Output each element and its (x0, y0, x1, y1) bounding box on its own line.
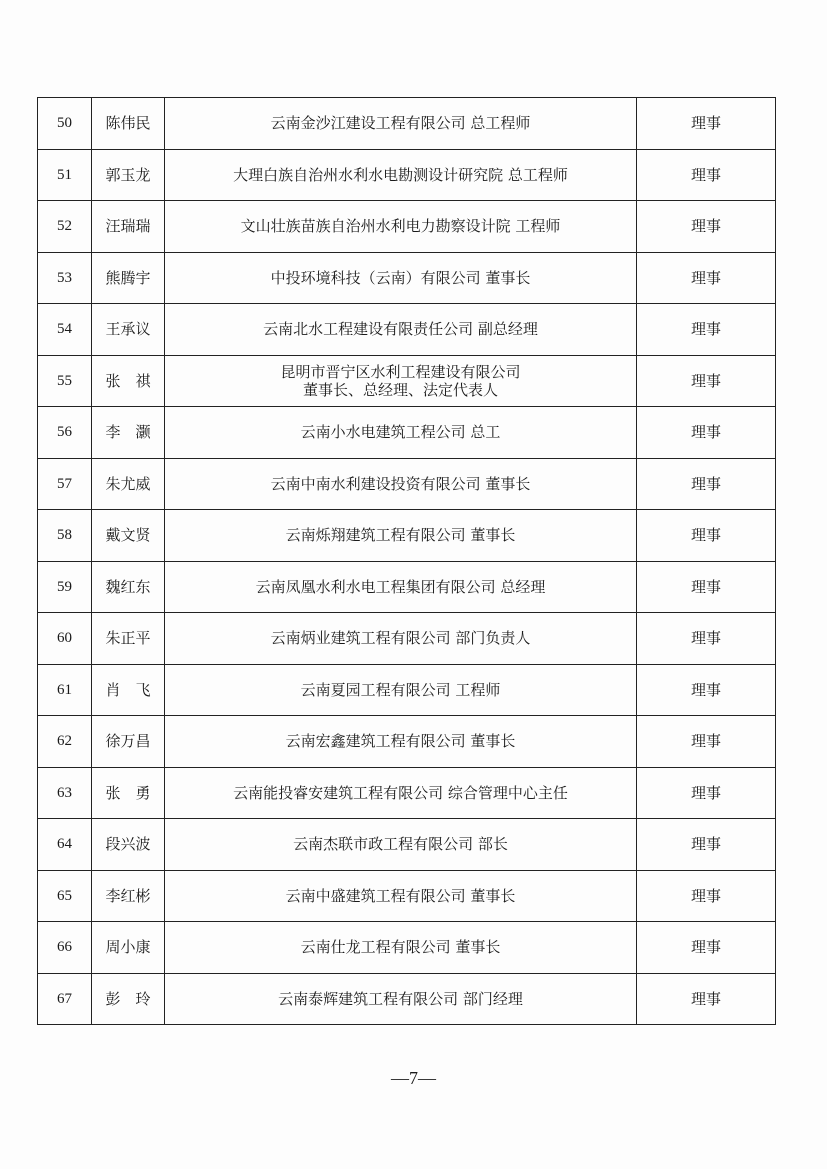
table-row (38, 973, 776, 1025)
member-role: 理事 (637, 149, 776, 201)
organization-title (165, 922, 637, 974)
table-row (38, 819, 776, 871)
organization-title (165, 407, 637, 459)
member-name: 徐万昌 (92, 716, 165, 768)
row-number: 56 (38, 407, 92, 459)
organization-title (165, 767, 637, 819)
organization-line: 云南夏园工程有限公司 工程师 (300, 680, 501, 699)
member-role: 理事 (637, 973, 776, 1025)
member-table-body (38, 98, 776, 1025)
organization-line: 文山壮族苗族自治州水利电力勘察设计院 工程师 (240, 217, 561, 236)
member-name: 汪瑞瑞 (92, 201, 165, 253)
organization-title (165, 458, 637, 510)
organization-title (165, 304, 637, 356)
organization-line: 云南炳业建筑工程有限公司 部门负责人 (270, 629, 531, 648)
row-number: 63 (38, 767, 92, 819)
organization-line: 大理白族自治州水利水电勘测设计研究院 总工程师 (233, 165, 568, 184)
table-row (38, 407, 776, 459)
member-name: 王承议 (92, 304, 165, 356)
table-row (38, 922, 776, 974)
organization-line: 云南小水电建筑工程公司 总工 (300, 423, 501, 442)
organization-line: 云南能投睿安建筑工程有限公司 综合管理中心主任 (233, 783, 568, 802)
table-row (38, 664, 776, 716)
member-role: 理事 (637, 819, 776, 871)
table-row (38, 149, 776, 201)
organization-line: 云南烁翔建筑工程有限公司 董事长 (285, 526, 516, 545)
member-name: 彭 玲 (92, 973, 165, 1025)
organization-title (165, 149, 637, 201)
member-table (37, 97, 776, 1025)
member-role: 理事 (637, 870, 776, 922)
row-number: 54 (38, 304, 92, 356)
member-role: 理事 (637, 252, 776, 304)
organization-line: 云南中南水利建设投资有限公司 董事长 (270, 474, 531, 493)
row-number: 61 (38, 664, 92, 716)
organization-title (165, 510, 637, 562)
member-name: 张 勇 (92, 767, 165, 819)
member-role: 理事 (637, 664, 776, 716)
organization-title (165, 716, 637, 768)
organization-title (165, 973, 637, 1025)
row-number: 66 (38, 922, 92, 974)
table-row (38, 510, 776, 562)
member-name: 魏红东 (92, 561, 165, 613)
row-number: 57 (38, 458, 92, 510)
member-name: 李 灏 (92, 407, 165, 459)
table-row (38, 304, 776, 356)
row-number: 59 (38, 561, 92, 613)
member-role: 理事 (637, 98, 776, 150)
organization-title (165, 98, 637, 150)
table-row (38, 355, 776, 407)
table-row (38, 561, 776, 613)
member-role: 理事 (637, 201, 776, 253)
row-number: 51 (38, 149, 92, 201)
row-number: 58 (38, 510, 92, 562)
organization-title (165, 561, 637, 613)
member-name: 郭玉龙 (92, 149, 165, 201)
member-name: 肖 飞 (92, 664, 165, 716)
member-role: 理事 (637, 767, 776, 819)
organization-line: 昆明市晋宁区水利工程建设有限公司 (280, 362, 521, 381)
member-name: 段兴波 (92, 819, 165, 871)
organization-title (165, 870, 637, 922)
member-role: 理事 (637, 355, 776, 407)
member-name: 李红彬 (92, 870, 165, 922)
table-row (38, 458, 776, 510)
member-name: 熊腾宇 (92, 252, 165, 304)
row-number: 64 (38, 819, 92, 871)
member-name: 陈伟民 (92, 98, 165, 150)
table-row (38, 767, 776, 819)
organization-line: 中投环境科技（云南）有限公司 董事长 (270, 268, 531, 287)
table-row (38, 716, 776, 768)
member-role: 理事 (637, 561, 776, 613)
table-row (38, 870, 776, 922)
table-row (38, 98, 776, 150)
organization-line: 云南杰联市政工程有限公司 部长 (293, 835, 508, 854)
organization-line: 董事长、总经理、法定代表人 (302, 380, 498, 399)
organization-title (165, 664, 637, 716)
organization-title (165, 355, 637, 407)
table-row (38, 201, 776, 253)
organization-title (165, 613, 637, 665)
member-name: 戴文贤 (92, 510, 165, 562)
organization-line: 云南北水工程建设有限责任公司 副总经理 (263, 320, 538, 339)
row-number: 67 (38, 973, 92, 1025)
table-row (38, 252, 776, 304)
organization-line: 云南仕龙工程有限公司 董事长 (300, 938, 501, 957)
member-name: 朱正平 (92, 613, 165, 665)
member-name: 张 祺 (92, 355, 165, 407)
row-number: 53 (38, 252, 92, 304)
member-role: 理事 (637, 716, 776, 768)
member-role: 理事 (637, 407, 776, 459)
organization-title (165, 252, 637, 304)
row-number: 52 (38, 201, 92, 253)
row-number: 60 (38, 613, 92, 665)
row-number: 55 (38, 355, 92, 407)
organization-line: 云南宏鑫建筑工程有限公司 董事长 (285, 732, 516, 751)
organization-title (165, 819, 637, 871)
member-role: 理事 (637, 613, 776, 665)
organization-line: 云南金沙江建设工程有限公司 总工程师 (270, 114, 531, 133)
organization-line: 云南凤凰水利水电工程集团有限公司 总经理 (255, 577, 546, 596)
table-row (38, 613, 776, 665)
page-number: —7— (391, 1068, 436, 1088)
member-role: 理事 (637, 458, 776, 510)
organization-line: 云南泰辉建筑工程有限公司 部门经理 (278, 989, 523, 1008)
organization-title (165, 201, 637, 253)
member-name: 周小康 (92, 922, 165, 974)
member-role: 理事 (637, 922, 776, 974)
row-number: 65 (38, 870, 92, 922)
member-role: 理事 (637, 510, 776, 562)
member-role: 理事 (637, 304, 776, 356)
row-number: 50 (38, 98, 92, 150)
organization-line: 云南中盛建筑工程有限公司 董事长 (285, 886, 516, 905)
row-number: 62 (38, 716, 92, 768)
member-name: 朱尤威 (92, 458, 165, 510)
